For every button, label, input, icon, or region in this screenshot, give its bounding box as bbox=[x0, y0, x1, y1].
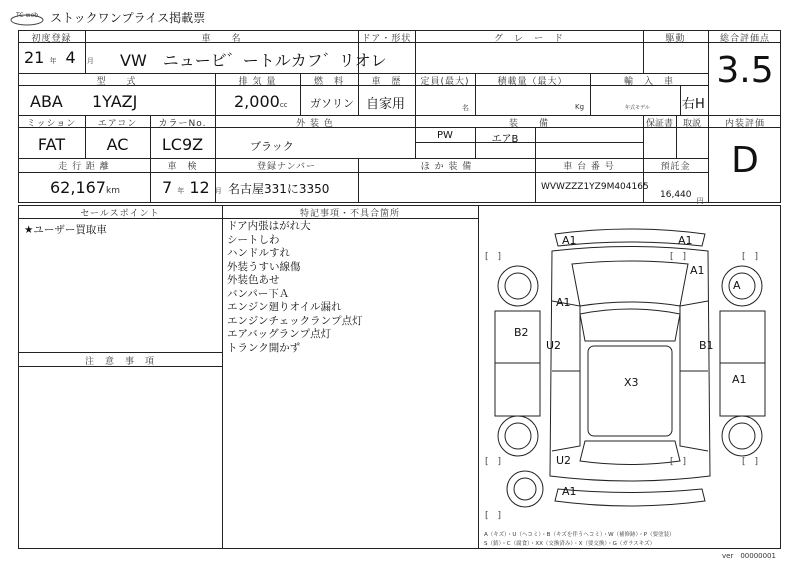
inspection-label: 車 検 bbox=[167, 162, 198, 172]
special-note-item: エンジンチェックランプ点灯 bbox=[227, 314, 363, 327]
mark-front-right: A1 bbox=[678, 234, 693, 247]
mark-rear-left: U2 bbox=[556, 454, 572, 467]
steering-value: 右H bbox=[682, 97, 705, 112]
door-shape-label: ドア・形状 bbox=[361, 34, 412, 44]
displacement-label: 排 気 量 bbox=[238, 77, 277, 87]
first-registration-label: 初度登録 bbox=[31, 34, 72, 44]
manual-label: 取説 bbox=[682, 119, 701, 129]
total-score-value: 3.5 bbox=[716, 50, 774, 91]
deposit-unit: 円 bbox=[696, 197, 704, 205]
mileage-unit: km bbox=[105, 186, 120, 196]
mark-hood-left: A1 bbox=[556, 296, 571, 309]
sales-point-label: セールスポイント bbox=[80, 209, 160, 219]
fuel-label: 燃 料 bbox=[313, 77, 344, 87]
logo-text: TC-web bbox=[16, 12, 39, 19]
mark-right-fender: A1 bbox=[690, 264, 705, 277]
special-note-item: エアバッグランプ点灯 bbox=[227, 328, 332, 340]
legend-line-2: S（錆）・C（腐食）・XX（交換済み）・X（要交換）・G（ガラスキズ） bbox=[484, 541, 656, 547]
bracket-marker: [ ] bbox=[485, 252, 502, 262]
bracket-marker: [ ] bbox=[742, 252, 759, 262]
mileage-label: 走 行 距 離 bbox=[58, 162, 110, 172]
mileage-value: 62,167 bbox=[50, 178, 106, 197]
mark-right-front-door: B1 bbox=[699, 339, 714, 352]
page-title: ストックワンプライス掲載票 bbox=[50, 11, 206, 25]
first-reg-year bbox=[24, 48, 94, 67]
model-label: 型 式 bbox=[96, 77, 137, 87]
bracket-marker: [ ] bbox=[670, 457, 687, 467]
special-note-item: トランク開かず bbox=[227, 341, 301, 354]
exterior-color-value: ブラック bbox=[250, 140, 294, 153]
bracket-marker: [ ] bbox=[670, 252, 687, 262]
bracket-marker: [ ] bbox=[742, 457, 759, 467]
deposit bbox=[660, 182, 704, 205]
car-damage-diagram bbox=[480, 206, 780, 548]
mark-front-bumper: A1 bbox=[562, 234, 577, 247]
month-unit: 月 bbox=[86, 57, 94, 65]
bracket-marker: [ ] bbox=[485, 511, 502, 521]
mark-roof: X3 bbox=[624, 376, 639, 389]
displacement-unit: cc bbox=[279, 101, 288, 109]
fuel-value: ガソリン bbox=[310, 97, 354, 110]
aircon-label: エアコン bbox=[97, 119, 138, 129]
deposit-value: 16,440 bbox=[660, 190, 692, 200]
inspection-month-unit: 月 bbox=[214, 187, 222, 195]
logo bbox=[10, 11, 44, 23]
plate-label: 登録ナンバー bbox=[257, 162, 316, 172]
import-label: 輸 入 車 bbox=[623, 77, 674, 87]
chassis-label: 車 台 番 号 bbox=[563, 162, 615, 172]
displacement-value: 2,000 bbox=[234, 92, 280, 111]
equipment-label: 装 備 bbox=[508, 119, 549, 129]
special-notes-list bbox=[227, 220, 363, 355]
capacity-label: 定員(最大) bbox=[420, 77, 470, 87]
drive-label: 駆動 bbox=[665, 34, 686, 44]
special-note-item: 外装うすい線傷 bbox=[227, 260, 301, 273]
equipment-item: PW bbox=[437, 130, 453, 141]
exterior-color-label: 外 装 色 bbox=[296, 119, 334, 129]
capacity-unit: 名 bbox=[462, 104, 469, 112]
warranty-label: 保証書 bbox=[645, 119, 673, 129]
interior-score-value: D bbox=[731, 140, 759, 181]
history-value: 自家用 bbox=[366, 97, 406, 112]
year-unit: 年 bbox=[49, 57, 57, 65]
inspection-year: 7 bbox=[162, 178, 173, 197]
model-prefix: ABA bbox=[30, 92, 63, 111]
total-score-label: 総合評価点 bbox=[719, 34, 770, 44]
inspection-year-unit: 年 bbox=[177, 187, 185, 195]
special-note-item: ドア内張はがれ大 bbox=[227, 220, 311, 232]
history-label: 車 歴 bbox=[371, 77, 402, 87]
model-code: 1YAZJ bbox=[92, 92, 138, 111]
model-year-label: 年式モデル bbox=[625, 105, 650, 111]
load-unit: Kg bbox=[575, 103, 585, 111]
grade-label: グ レ ー ド bbox=[493, 34, 564, 44]
equipment-item: エアB bbox=[491, 134, 519, 145]
load-capacity-label: 積載量（最大） bbox=[497, 77, 568, 87]
year-value: 21 bbox=[24, 48, 45, 67]
mission-value: FAT bbox=[37, 135, 66, 154]
deposit-label: 預託金 bbox=[660, 162, 691, 172]
version-label: ver 00000001 bbox=[722, 552, 776, 560]
car-name-label: 車 名 bbox=[201, 34, 242, 44]
sales-point-text: ★ユーザー買取車 bbox=[24, 224, 107, 236]
aircon-value: AC bbox=[106, 135, 129, 154]
other-equipment-label: ほ か 装 備 bbox=[420, 162, 473, 172]
special-note-item: 外装色あせ bbox=[227, 274, 280, 286]
special-note-item: エンジン廻りオイル漏れ bbox=[227, 301, 342, 313]
special-note-item: バンパー下Ａ bbox=[227, 287, 290, 300]
bracket-marker: [ ] bbox=[485, 457, 502, 467]
chassis-value: WVWZZZ1YZ9M404165 bbox=[541, 182, 649, 192]
month-value: 4 bbox=[65, 48, 76, 67]
special-notes-label: 特記事項・不具合箇所 bbox=[299, 209, 400, 219]
interior-score-label: 内装評価 bbox=[724, 119, 765, 129]
color-no-label: カラーNo. bbox=[158, 119, 207, 129]
plate-value: 名古屋331に3350 bbox=[228, 182, 330, 196]
mark-left-rear-door: U2 bbox=[546, 339, 562, 352]
mark-left-front-door: B2 bbox=[514, 326, 529, 339]
mission-label: ミッション bbox=[26, 119, 77, 129]
color-no-value: LC9Z bbox=[161, 135, 204, 154]
special-note-item: シートしわ bbox=[227, 233, 280, 246]
mark-right-rear: A1 bbox=[732, 373, 747, 386]
notes-label: 注 意 事 項 bbox=[84, 357, 155, 367]
car-name: VW ニュービ゛ートルカフ゛リオレ bbox=[120, 51, 387, 70]
inspection-month: 12 bbox=[189, 178, 210, 197]
displacement bbox=[234, 92, 288, 111]
special-note-item: ハンドルすれ bbox=[227, 247, 290, 259]
mark-rear-bumper: A1 bbox=[562, 485, 577, 498]
inspection bbox=[162, 178, 222, 197]
mileage bbox=[50, 178, 120, 197]
legend-line-1: A（キズ）・U（ヘコミ）・B（キズを伴うヘコミ）・W（補修跡）・P（要塗装） bbox=[484, 532, 675, 538]
mark-front-right-wheel: A bbox=[733, 279, 741, 292]
